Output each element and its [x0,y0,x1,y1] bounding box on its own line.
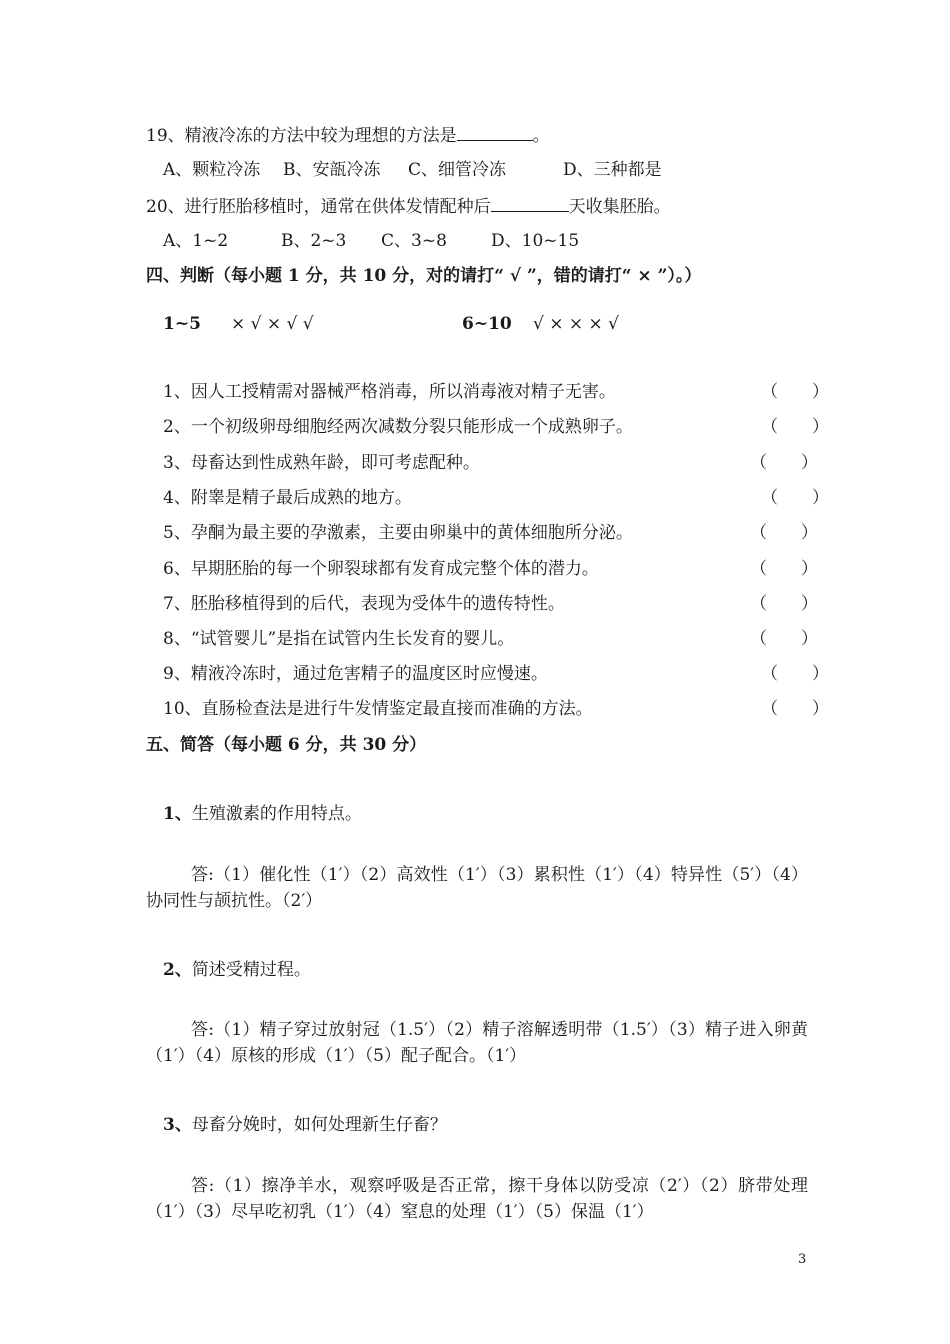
question-20-text: 20、进行胚胎移植时，通常在供体发情配种后 [146,197,491,217]
question-19-options [163,159,662,181]
answer-key-2: √ × × × √ [533,314,620,334]
answer-parens: （ ） [761,382,829,402]
answer-key-1: × √ × √ √ [231,314,314,334]
answer-blank [457,124,533,141]
short-answer-1: 答:（1）催化性（1′）（2）高效性（1′）（3）累积性（1′）（4）特异性（5′）（4）协同性与颉抗性。（2′） [146,865,808,911]
judgment-item-9: 9、精液冷冻时，通过危害精子的温度区时应慢速。 （ ） [163,664,829,684]
answer-parens: （ ） [750,453,818,473]
judgment-item-5: 5、孕酮为最主要的孕激素，主要由卵巢中的黄体细胞所分泌。 （ ） [163,523,818,543]
option-a: A、1~2 [163,231,229,251]
option-d: D、三种都是 [563,160,662,180]
short-answer-question-1: 1、生殖激素的作用特点。 [163,804,362,824]
question-20-options [163,230,579,252]
section-4-heading: 四、判断（每小题 1 分，共 10 分，对的请打“ √ ”，错的请打“ × ”）。） [146,266,702,286]
option-c: C、3~8 [381,231,447,251]
answer-key-label-1: 1~5 [163,314,201,334]
short-answer-2: 答:（1）精子穿过放射冠（1.5′）（2）精子溶解透明带（1.5′）（3）精子进入卵黄（1′）（4）原核的形成（1′）（5）配子配合。（1′） [146,1020,808,1066]
answer-parens: （ ） [750,594,818,614]
judgment-item-10: 10、直肠检查法是进行牛发情鉴定最直接而准确的方法。 （ ） [163,699,829,719]
judgment-item-8: 8、“试管婴儿”是指在试管内生长发育的婴儿。 （ ） [163,629,818,649]
answer-parens: （ ） [761,488,829,508]
option-c: C、细管冷冻 [408,160,507,180]
judgment-item-4: 4、附睾是精子最后成熟的地方。 （ ） [163,488,829,508]
short-answer-question-3: 3、母畜分娩时，如何处理新生仔畜？ [163,1115,447,1135]
answer-parens: （ ） [761,699,829,719]
judgment-item-1: 1、因人工授精需对器械严格消毒，所以消毒液对精子无害。 （ ） [163,382,829,402]
option-b: B、2~3 [281,231,347,251]
question-19-text: 19、精液冷冻的方法中较为理想的方法是 [146,126,457,146]
answer-parens: （ ） [750,523,818,543]
answer-parens: （ ） [750,559,818,579]
section-5-heading: 五、简答（每小题 6 分，共 30 分） [146,735,427,755]
question-20: 20、进行胚胎移植时，通常在供体发情配种后 天收集胚胎。 [146,197,671,217]
option-d: D、10~15 [491,231,580,251]
answer-key-label-2: 6~10 [462,314,512,334]
page-number: 3 [798,1252,807,1267]
answer-parens: （ ） [750,629,818,649]
answer-parens: （ ） [761,417,829,437]
judgment-item-2: 2、一个初级卵母细胞经两次减数分裂只能形成一个成熟卵子。 （ ） [163,417,829,437]
judgment-item-3: 3、母畜达到性成熟年龄，即可考虑配种。 （ ） [163,453,818,473]
question-19: 19、精液冷冻的方法中较为理想的方法是 。 [146,126,550,146]
judgment-item-6: 6、早期胚胎的每一个卵裂球都有发育成完整个体的潜力。 （ ） [163,559,818,579]
option-a: A、颗粒冷冻 [163,160,261,180]
answer-parens: （ ） [761,664,829,684]
option-b: B、安瓿冷冻 [283,160,381,180]
short-answer-question-2: 2、简述受精过程。 [163,960,311,980]
judgment-item-7: 7、胚胎移植得到的后代，表现为受体牛的遗传特性。 （ ） [163,594,818,614]
short-answer-3: 答:（1）擦净羊水，观察呼吸是否正常，擦干身体以防受凉（2′）（2）脐带处理（1′）（3）尽早吃初乳（1′）（4）窒息的处理（1′）（5）保温（1′） [146,1176,808,1222]
answer-blank [491,195,569,212]
